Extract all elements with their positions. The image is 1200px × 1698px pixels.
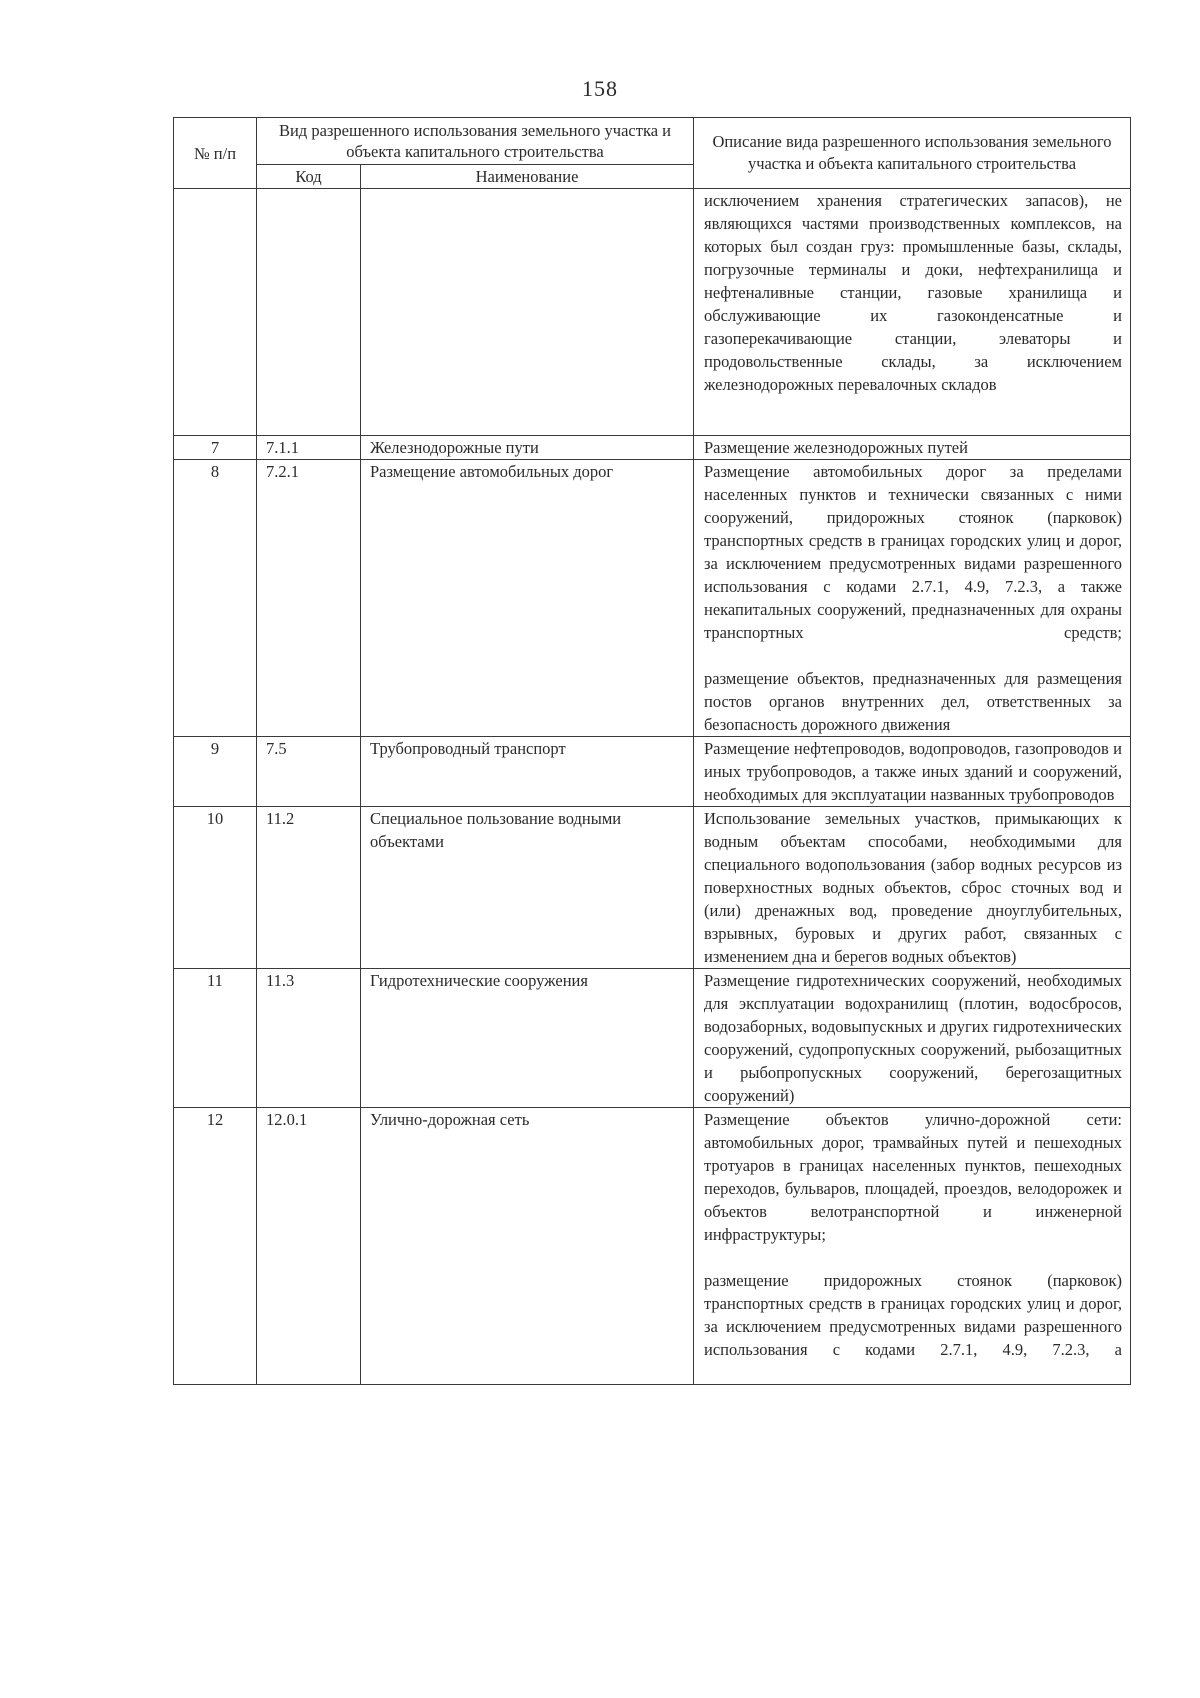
table-row [174, 460, 1131, 737]
row-description [694, 807, 1131, 969]
header-use-type: Вид разрешенного использования земельного участка и объекта капитального строительства [257, 118, 694, 165]
description-text: исключением хранения стратегических запасов), не являющихся частями производственных комплексов, на которых был создан груз: промышленные базы, склады, погрузочные терминалы и доки, нефтехранилища и нефтеналивные станции, газовые хранилища и обслуживающие их газоконденсатные и газоперекачивающие станции, элеваторы и продовольственные склады, за исключением железнодорожных перевалочных складов [704, 191, 1122, 394]
header-name: Наименование [361, 165, 694, 189]
row-code: 7.1.1 [257, 436, 361, 460]
table-row [174, 807, 1131, 969]
land-use-table [173, 117, 1131, 1385]
description-text-2: размещение придорожных стоянок (парковок) транспортных средств в границах городских улиц и дорог, за исключением предусмотренных видами разрешенного использования с кодами 2.7.1, 4.9, 7.2.3, а [704, 1271, 1122, 1359]
description-text: Размещение железнодорожных путей [704, 438, 968, 457]
row-code: 7.2.1 [257, 460, 361, 737]
row-code: 7.5 [257, 737, 361, 807]
table-row [174, 737, 1131, 807]
row-number: 10 [174, 807, 257, 969]
description-text: Размещение автомобильных дорог за пределами населенных пунктов и технически связанных с ними сооружений, придорожных стоянок (парковок) транспортных средств в границах городских улиц и дорог, за исключением предусмотренных видами разрешенного использования с кодами 2.7.1, 4.9, 7.2.3, а также некапитальных сооружений, предназначенных для охраны транспортных средств; [704, 462, 1122, 642]
row-description [694, 189, 1131, 436]
header-code: Код [257, 165, 361, 189]
row-description [694, 969, 1131, 1108]
row-description [694, 436, 1131, 460]
row-number: 7 [174, 436, 257, 460]
description-text-2: размещение объектов, предназначенных для размещения постов органов внутренних дел, ответственных за безопасность дорожного движения [704, 669, 1122, 734]
row-description [694, 460, 1131, 737]
table-row [174, 189, 1131, 436]
row-number: 12 [174, 1108, 257, 1385]
row-description [694, 737, 1131, 807]
row-name: Улично-дорожная сеть [361, 1108, 694, 1385]
row-name: Специальное пользование водными объектами [361, 807, 694, 969]
row-code: 11.3 [257, 969, 361, 1108]
row-name: Гидротехнические сооружения [361, 969, 694, 1108]
row-number: 11 [174, 969, 257, 1108]
row-name: Трубопроводный транспорт [361, 737, 694, 807]
row-name [361, 189, 694, 436]
header-description: Описание вида разрешенного использования земельного участка и объекта капитального строительства [694, 118, 1131, 189]
page-number: 158 [582, 76, 618, 101]
description-text: Размещение объектов улично-дорожной сети: автомобильных дорог, трамвайных путей и пешеходных тротуаров в границах населенных пунктов, пешеходных переходов, бульваров, площадей, проездов, велодорожек и объектов велотранспортной и инженерной инфраструктуры; [704, 1110, 1122, 1244]
description-text: Размещение нефтепроводов, водопроводов, газопроводов и иных трубопроводов, а также иных зданий и сооружений, необходимых для эксплуатации названных трубопроводов [704, 739, 1122, 804]
row-description [694, 1108, 1131, 1385]
table-row [174, 1108, 1131, 1385]
table-row [174, 436, 1131, 460]
description-text: Размещение гидротехнических сооружений, необходимых для эксплуатации водохранилищ (плотин, водосбросов, водозаборных, водовыпускных и других гидротехнических сооружений, судопропускных сооружений, рыбозащитных и рыбопропускных сооружений, берегозащитных сооружений) [704, 971, 1122, 1105]
row-number [174, 189, 257, 436]
table-row [174, 969, 1131, 1108]
row-name: Размещение автомобильных дорог [361, 460, 694, 737]
row-code: 12.0.1 [257, 1108, 361, 1385]
row-code [257, 189, 361, 436]
header-num: № п/п [174, 118, 257, 189]
row-name: Железнодорожные пути [361, 436, 694, 460]
description-text: Использование земельных участков, примыкающих к водным объектам способами, необходимыми для специального водопользования (забор водных ресурсов из поверхностных водных объектов, сброс сточных вод и (или) дренажных вод, проведение дноуглубительных, взрывных, буровых и других работ, связанных с изменением дна и берегов водных объектов) [704, 809, 1122, 966]
row-code: 11.2 [257, 807, 361, 969]
row-number: 8 [174, 460, 257, 737]
table-header [174, 118, 1131, 189]
row-number: 9 [174, 737, 257, 807]
